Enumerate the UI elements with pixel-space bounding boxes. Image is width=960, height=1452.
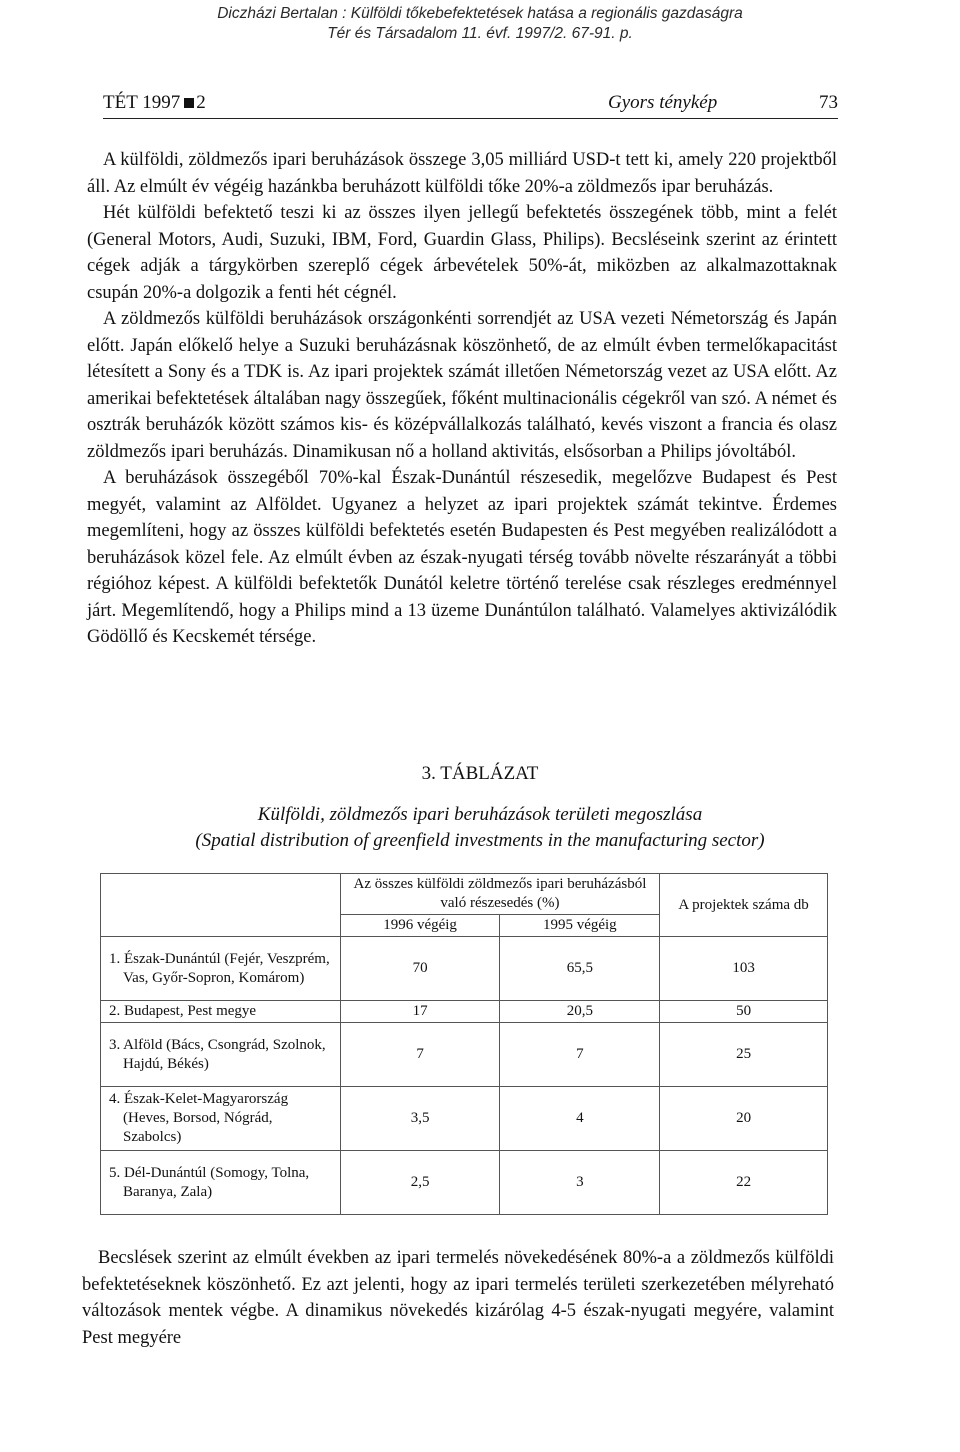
value-1995: 20,5 xyxy=(500,1001,660,1023)
table-label: 3. TÁBLÁZAT xyxy=(421,763,539,784)
citation-line-1: Diczházi Bertalan : Külföldi tőkebefektetések hatása a regionális gazdaságra xyxy=(217,5,743,22)
value-1996: 2,5 xyxy=(340,1151,500,1215)
paragraph: Hét külföldi befektető teszi ki az összes ilyen jellegű befektetés összegének több, mint a felét (General Motors, Audi, Suzuki, IBM, Ford, Guardin Glass, Philips). Becsléseink szerint az érintett cégek adják a tárgykörben szereplő cégek árbevételek 50%-át, miközben az alkalmazottaknak csupán 20%-a dolgozik a fenti hét cégnél. xyxy=(87,203,837,303)
table-title-hungarian: Külföldi, zöldmezős ipari beruházások területi megoszlása xyxy=(257,804,703,825)
table-row xyxy=(101,1001,828,1023)
section-title: Gyors ténykép xyxy=(608,92,718,113)
data-table xyxy=(100,873,828,1215)
project-count: 20 xyxy=(660,1087,828,1151)
project-count: 25 xyxy=(660,1023,828,1087)
table-row xyxy=(101,937,828,1001)
value-1996: 70 xyxy=(340,937,500,1001)
body-text xyxy=(87,147,837,651)
header-1996: 1996 végéig xyxy=(340,915,500,937)
issue-number: 2 xyxy=(196,92,206,113)
square-bullet-icon xyxy=(184,98,194,108)
region-cell: 3. Alföld (Bács, Csongrád, Szolnok, Hajdú, Békés) xyxy=(101,1023,341,1087)
region-cell: 5. Dél-Dunántúl (Somogy, Tolna, Baranya, Zala) xyxy=(101,1151,341,1215)
value-1995: 7 xyxy=(500,1023,660,1087)
paragraph: Becslések szerint az elmúlt években az ipari termelés növekedésének 80%-a a zöldmezős külföldi befektetéseknek köszönhető. Ez azt jelenti, hogy az ipari termelés területi szerkezetében mélyreható változások mentek végbe. A dinamikus növekedés kizárólag 4-5 észak-nyugati megyére, valamint Pest megyére xyxy=(82,1248,834,1348)
header-1995: 1995 végéig xyxy=(500,915,660,937)
table-title-english: (Spatial distribution of greenfield investments in the manufacturing sector) xyxy=(195,830,765,851)
paragraph: A külföldi, zöldmezős ipari beruházások összege 3,05 milliárd USD-t tett ki, amely 220 projektből áll. Az elmúlt év végéig hazánkba beruházott külföldi tőke 20%-a zöldmezős ipar beruházás. xyxy=(87,150,837,197)
page-number: 73 xyxy=(819,92,838,113)
value-1995: 65,5 xyxy=(500,937,660,1001)
citation-line-2: Tér és Társadalom 11. évf. 1997/2. 67-91. p. xyxy=(327,25,633,42)
journal-issue xyxy=(103,92,206,114)
value-1996: 3,5 xyxy=(340,1087,500,1151)
value-1995: 4 xyxy=(500,1087,660,1151)
paragraph: A zöldmezős külföldi beruházások országonkénti sorrendjét az USA vezeti Németország és Japán előtt. Japán előkelő helye a Suzuki beruházásnak köszönhető, de az elmúlt évben termelőkapacitást létesített a Sony és a TDK is. Az ipari projektek számát illetően Németország vezet az USA előtt. Az amerikai befektetések általában nagy összegűek, főként multinacionális cégekről van szó. A német és osztrák beruházók között számos kis- és középvállalkozás található, kevés viszont a francia és olasz zöldmezős ipari beruházás. Dinamikusan nő a holland aktivitás, elsősorban a Philips jóvoltából. xyxy=(87,309,837,462)
running-header xyxy=(103,92,838,119)
share-header: Az összes külföldi zöldmezős ipari beruházásból való részesedés (%) xyxy=(340,874,660,915)
table-row xyxy=(101,1151,828,1215)
value-1996: 7 xyxy=(340,1023,500,1087)
project-count: 103 xyxy=(660,937,828,1001)
paragraph: A beruházások összegéből 70%-kal Észak-Dunántúl részesedik, megelőzve Budapest és Pest megyét, valamint az Alföldet. Ugyanez a helyzet az ipari projektek számát tekintve. Érdemes megemlíteni, hogy az összes külföldi befektetés esetén Budapesten és Pest megyében realizálódott a beruházások közel fele. Az elmúlt évben az észak-nyugati térség tovább növelte részarányát a többi régióhoz képest. A külföldi befektetők Dunától keletre történő terelése csak részleges eredménnyel járt. Megemlítendő, hogy a Philips mind a 13 üzeme Dunántúlon található. Valamelyes aktivizálódik Gödöllő és Kecskemét térsége. xyxy=(87,468,837,647)
continuation-text xyxy=(82,1245,834,1351)
region-cell: 1. Észak-Dunántúl (Fejér, Veszprém, Vas, Győr-Sopron, Komárom) xyxy=(101,937,341,1001)
region-cell: 2. Budapest, Pest megye xyxy=(101,1001,341,1023)
region-header xyxy=(101,874,341,937)
project-count: 22 xyxy=(660,1151,828,1215)
journal-name: TÉT 1997 xyxy=(103,92,181,113)
count-header: A projektek száma db xyxy=(660,874,828,937)
table-row xyxy=(101,1023,828,1087)
table-header-row xyxy=(101,874,828,915)
value-1996: 17 xyxy=(340,1001,500,1023)
table-title xyxy=(0,802,960,854)
project-count: 50 xyxy=(660,1001,828,1023)
region-cell: 4. Észak-Kelet-Magyarország (Heves, Borsod, Nógrád, Szabolcs) xyxy=(101,1087,341,1151)
table-row xyxy=(101,1087,828,1151)
value-1995: 3 xyxy=(500,1151,660,1215)
